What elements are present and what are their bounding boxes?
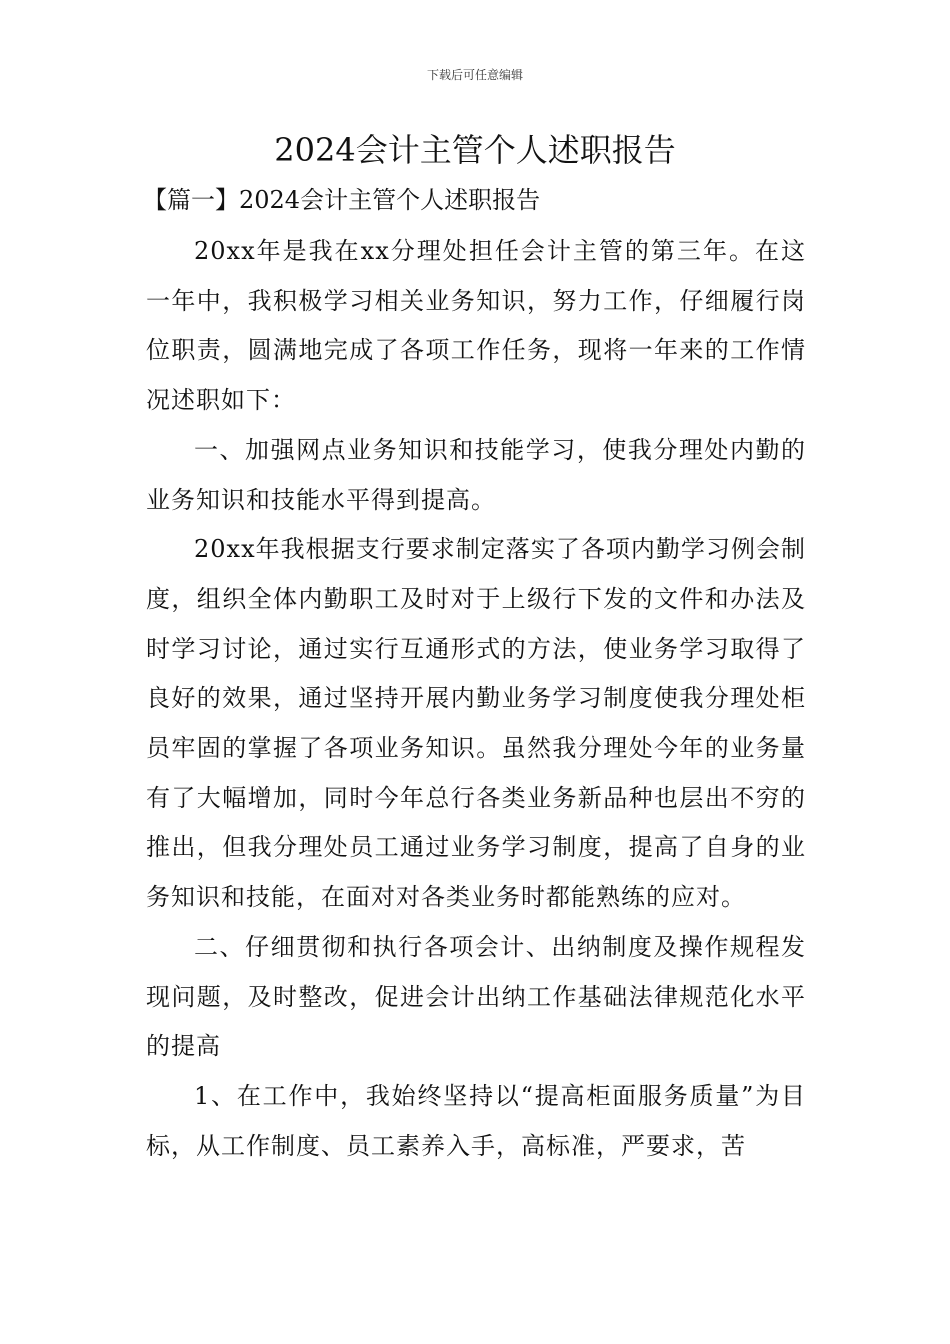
paragraph: 二、仔细贯彻和执行各项会计、出纳制度及操作规程发现问题，及时整改，促进会计出纳工作基础法律规范化水平的提高 [146,932,806,1061]
section-heading: 【篇一】2024会计主管个人述职报告 [143,186,541,214]
paragraph: 20xx年是我在xx分理处担任会计主管的第三年。在这一年中，我积极学习相关业务知识，努力工作，仔细履行岗位职责，圆满地完成了各项工作任务，现将一年来的工作情况述职如下： [146,237,806,415]
paragraph: 20xx年我根据支行要求制定落实了各项内勤学习例会制度，组织全体内勤职工及时对于上级行下发的文件和办法及时学习讨论，通过实行互通形式的方法，使业务学习取得了良好的效果，通过坚持开展内勤业务学习制度使我分理处柜员牢固的掌握了各项业务知识。虽然我分理处今年的业务量有了大幅增加，同时今年总行各类业务新品种也层出不穷的推出，但我分理处员工通过业务学习制度，提高了自身的业务知识和技能，在面对对各类业务时都能熟练的应对。 [146,535,806,912]
header-note: 下载后可任意编辑 [426,68,523,82]
document-title: 2024会计主管个人述职报告 [274,131,676,169]
paragraph: 1、在工作中，我始终坚持以“提高柜面服务质量”为目标，从工作制度、员工素养入手，高标准，严要求，苦 [146,1081,806,1160]
document-body [146,227,806,1171]
paragraph: 一、加强网点业务知识和技能学习，使我分理处内勤的业务知识和技能水平得到提高。 [146,435,806,514]
